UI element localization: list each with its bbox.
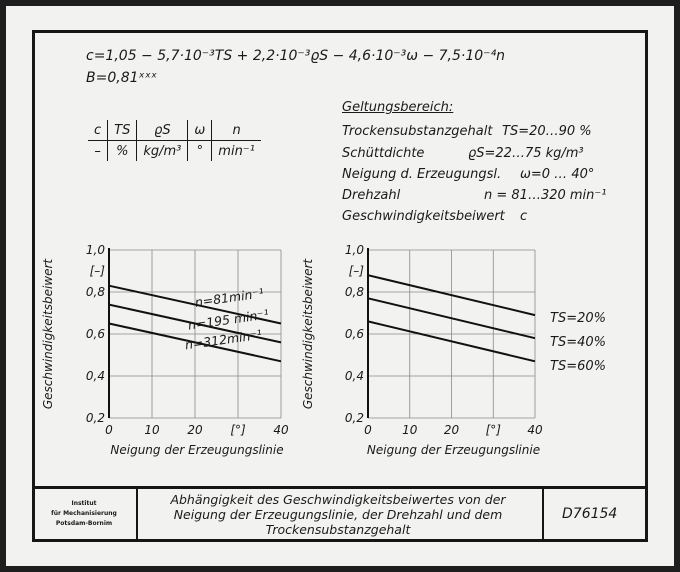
- institute-box: [32, 488, 138, 542]
- validity-value: TS=20…90 %: [502, 124, 592, 139]
- y-tick-label: 1,0: [344, 243, 364, 257]
- series-label: n=195 min⁻¹: [187, 306, 270, 333]
- units-table-unit: %: [108, 141, 137, 162]
- y-unit-label: [–]: [348, 264, 364, 278]
- units-table-symbol: c: [88, 120, 108, 141]
- y-tick-label: 0,2: [344, 411, 364, 425]
- units-table-unit: –: [88, 141, 108, 162]
- y-tick-label: 1,0: [85, 243, 105, 257]
- caption-line: Abhängigkeit des Geschwindigkeitsbeiwertes von der: [170, 492, 506, 507]
- caption-box: [138, 488, 544, 542]
- y-tick-label: 0,4: [344, 369, 364, 383]
- institute-line: Institut: [71, 500, 97, 507]
- y-axis-title: Geschwindigkeitsbeiwert: [301, 258, 315, 410]
- series-label: TS=20%: [550, 311, 606, 326]
- x-tick-label: [°]: [485, 423, 501, 437]
- validity-heading: Geltungsbereich:: [342, 100, 454, 115]
- x-axis-title: Neigung der Erzeugungslinie: [110, 443, 284, 457]
- y-unit-label: [–]: [89, 264, 105, 278]
- units-table-symbol: TS: [108, 120, 137, 141]
- validity-value: c: [520, 209, 528, 224]
- units-table-unit: kg/m³: [137, 141, 188, 162]
- x-axis-title: Neigung der Erzeugungslinie: [366, 443, 541, 457]
- units-table-unit: °: [188, 141, 212, 162]
- caption-line: Neigung der Erzeugungslinie, der Drehzahl und dem: [173, 507, 503, 522]
- validity-label: Geschwindigkeitsbeiwert: [342, 209, 505, 224]
- institute-line: für Mechanisierung: [51, 510, 117, 517]
- units-table-symbol: ϱS: [137, 120, 188, 141]
- x-tick-label: 40: [527, 423, 543, 437]
- units-table-symbol: n: [212, 120, 261, 141]
- chart-2: [368, 248, 535, 418]
- y-tick-label: 0,2: [85, 411, 105, 425]
- validity-value: ω=0 … 40°: [520, 167, 595, 182]
- units-table-symbol: ω: [188, 120, 212, 141]
- caption-line: Trockensubstanzgehalt: [265, 522, 411, 537]
- footer: [32, 488, 648, 542]
- footer-top-rule: [32, 486, 648, 489]
- series-label: TS=40%: [550, 335, 606, 350]
- x-tick-label: 0: [364, 423, 372, 437]
- figure-code: D76154: [562, 506, 618, 522]
- formula-line-2: B=0,81ˣˣˣ: [86, 70, 158, 86]
- x-tick-label: 40: [273, 423, 289, 437]
- x-tick-label: 10: [402, 423, 418, 437]
- x-tick-label: [°]: [230, 423, 246, 437]
- y-tick-label: 0,6: [85, 327, 105, 341]
- institute-line: Potsdam-Bornim: [55, 520, 113, 527]
- series-label: TS=60%: [550, 359, 606, 374]
- y-tick-label: 0,4: [85, 369, 105, 383]
- units-table-unit: min⁻¹: [218, 143, 255, 159]
- series-label: n=81min⁻¹: [193, 285, 265, 310]
- y-tick-label: 0,8: [85, 285, 105, 299]
- series-label: n=312min⁻¹: [183, 326, 263, 353]
- validity-label: Drehzahl: [342, 188, 401, 203]
- validity-value: ϱS=22…75 kg/m³: [468, 146, 584, 161]
- validity-label: Trockensubstanzgehalt: [342, 124, 493, 139]
- x-tick-label: 0: [105, 423, 113, 437]
- y-axis-title: Geschwindigkeitsbeiwert: [41, 258, 55, 410]
- x-tick-label: 10: [144, 423, 160, 437]
- y-tick-label: 0,8: [344, 285, 364, 299]
- validity-value: n = 81…320 min⁻¹: [484, 188, 607, 203]
- validity-label: Schüttdichte: [342, 146, 425, 161]
- validity-label: Neigung d. Erzeugungsl.: [342, 167, 502, 182]
- x-tick-label: 20: [187, 423, 203, 437]
- formula-line-1: c=1,05 − 5,7·10⁻³TS + 2,2·10⁻³ϱS − 4,6·10⁻³ω − 7,5·10⁻⁴n: [86, 48, 506, 64]
- x-tick-label: 20: [443, 423, 460, 437]
- code-box: [544, 488, 648, 542]
- y-tick-label: 0,6: [344, 327, 364, 341]
